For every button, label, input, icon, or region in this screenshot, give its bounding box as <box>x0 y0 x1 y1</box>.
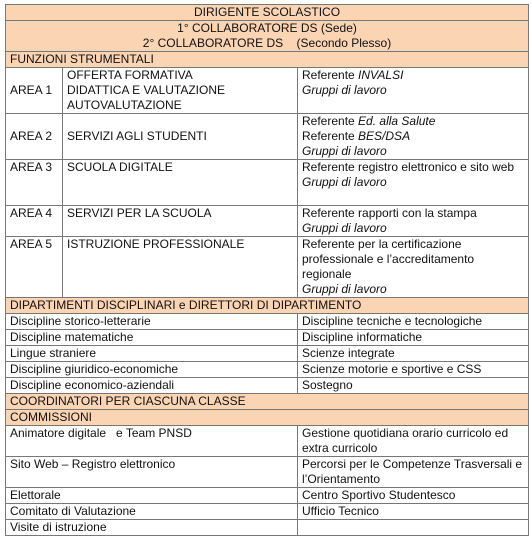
area-refs <box>298 68 529 114</box>
dept-cell: Scienze motorie e sportive e CSS <box>298 362 529 378</box>
area-name: ISTRUZIONE PROFESSIONALE <box>63 237 298 298</box>
section-title: COORDINATORI PER CIASCUNA CLASSE <box>6 394 529 410</box>
area-refs <box>298 206 529 237</box>
area-name: SCUOLA DIGITALE <box>63 160 298 206</box>
commission-cell: Sito Web – Registro elettronico <box>6 457 298 488</box>
dirigente-cell <box>6 5 529 21</box>
header-row <box>6 5 529 21</box>
collaboratore1-label: 1° COLLABORATORE DS (Sede) <box>177 21 357 35</box>
collaboratori-cell <box>6 21 529 52</box>
section-header-commissioni <box>6 410 529 426</box>
commission-row <box>6 426 529 457</box>
commission-row <box>6 457 529 488</box>
area-row <box>6 160 529 206</box>
ref-line: Gruppi di lavoro <box>302 221 387 235</box>
commission-cell: Ufficio Tecnico <box>298 504 529 520</box>
commission-cell: Animatore digitale e Team PNSD <box>6 426 298 457</box>
commission-cell: Centro Sportivo Studentesco <box>298 488 529 504</box>
dept-cell: Discipline economico-aziendali <box>6 378 298 394</box>
section-header-funzioni <box>6 52 529 68</box>
area-name: SERVIZI PER LA SCUOLA <box>63 206 298 237</box>
commission-cell: Comitato di Valutazione <box>6 504 298 520</box>
section-header-coordinatori <box>6 394 529 410</box>
ref-line: Referente registro elettronico e sito web <box>302 160 515 174</box>
ref-line: Gruppi di lavoro <box>302 83 387 97</box>
commission-cell: Visite di istruzione <box>6 520 298 536</box>
dept-row <box>6 378 529 394</box>
area-code: AREA 4 <box>6 206 63 237</box>
commission-cell: Percorsi per le Competenze Trasversali e l’Orientamento <box>298 457 529 488</box>
ref-line: Gruppi di lavoro <box>302 282 387 296</box>
area-code: AREA 5 <box>6 237 63 298</box>
ref-line: Referente INVALSI <box>302 68 404 82</box>
section-title: FUNZIONI STRUMENTALI <box>6 52 529 68</box>
commission-cell: Gestione quotidiana orario curricolo ed extra curricolo <box>298 426 529 457</box>
dept-cell: Lingue straniere <box>6 346 298 362</box>
area-refs <box>298 237 529 298</box>
dirigente-label: DIRIGENTE SCOLASTICO <box>194 5 341 19</box>
dept-cell: Discipline giuridico-economiche <box>6 362 298 378</box>
area-row <box>6 68 529 114</box>
collaboratori-row <box>6 21 529 52</box>
dept-cell: Sostegno <box>298 378 529 394</box>
area-code: AREA 3 <box>6 160 63 206</box>
commission-cell: Elettorale <box>6 488 298 504</box>
section-header-dipartimenti <box>6 298 529 314</box>
dept-row <box>6 362 529 378</box>
ref-line: Referente per la certificazione professionale e l’accreditamento regionale <box>302 237 475 281</box>
dept-cell: Scienze integrate <box>298 346 529 362</box>
section-title: COMMISSIONI <box>6 410 529 426</box>
ref-line: Referente BES/DSA <box>302 129 411 143</box>
ref-line: Gruppi di lavoro <box>302 175 387 189</box>
area-row <box>6 237 529 298</box>
dept-row <box>6 330 529 346</box>
dept-row <box>6 314 529 330</box>
collaboratore2-label: 2° COLLABORATORE DS (Secondo Plesso) <box>142 36 392 50</box>
ref-line: Gruppi di lavoro <box>302 144 387 158</box>
commission-cell <box>298 520 529 536</box>
dept-cell: Discipline tecniche e tecnologiche <box>298 314 529 330</box>
area-refs <box>298 160 529 206</box>
dept-row <box>6 346 529 362</box>
commission-row <box>6 504 529 520</box>
area-refs <box>298 114 529 160</box>
area-code: AREA 1 <box>6 68 63 114</box>
ref-line: Referente Ed. alla Salute <box>302 114 436 128</box>
area-code: AREA 2 <box>6 114 63 160</box>
dept-cell: Discipline informatiche <box>298 330 529 346</box>
area-row <box>6 114 529 160</box>
commission-row <box>6 520 529 536</box>
org-table <box>5 4 529 536</box>
dept-cell: Discipline matematiche <box>6 330 298 346</box>
area-row <box>6 206 529 237</box>
area-name: OFFERTA FORMATIVA DIDATTICA E VALUTAZIONE AUTOVALUTAZIONE <box>63 68 298 114</box>
section-title: DIPARTIMENTI DISCIPLINARI e DIRETTORI DI DIPARTIMENTO <box>6 298 529 314</box>
commission-row <box>6 488 529 504</box>
area-name: SERVIZI AGLI STUDENTI <box>63 114 298 160</box>
dept-cell: Discipline storico-letterarie <box>6 314 298 330</box>
ref-line: Referente rapporti con la stampa <box>302 206 477 220</box>
